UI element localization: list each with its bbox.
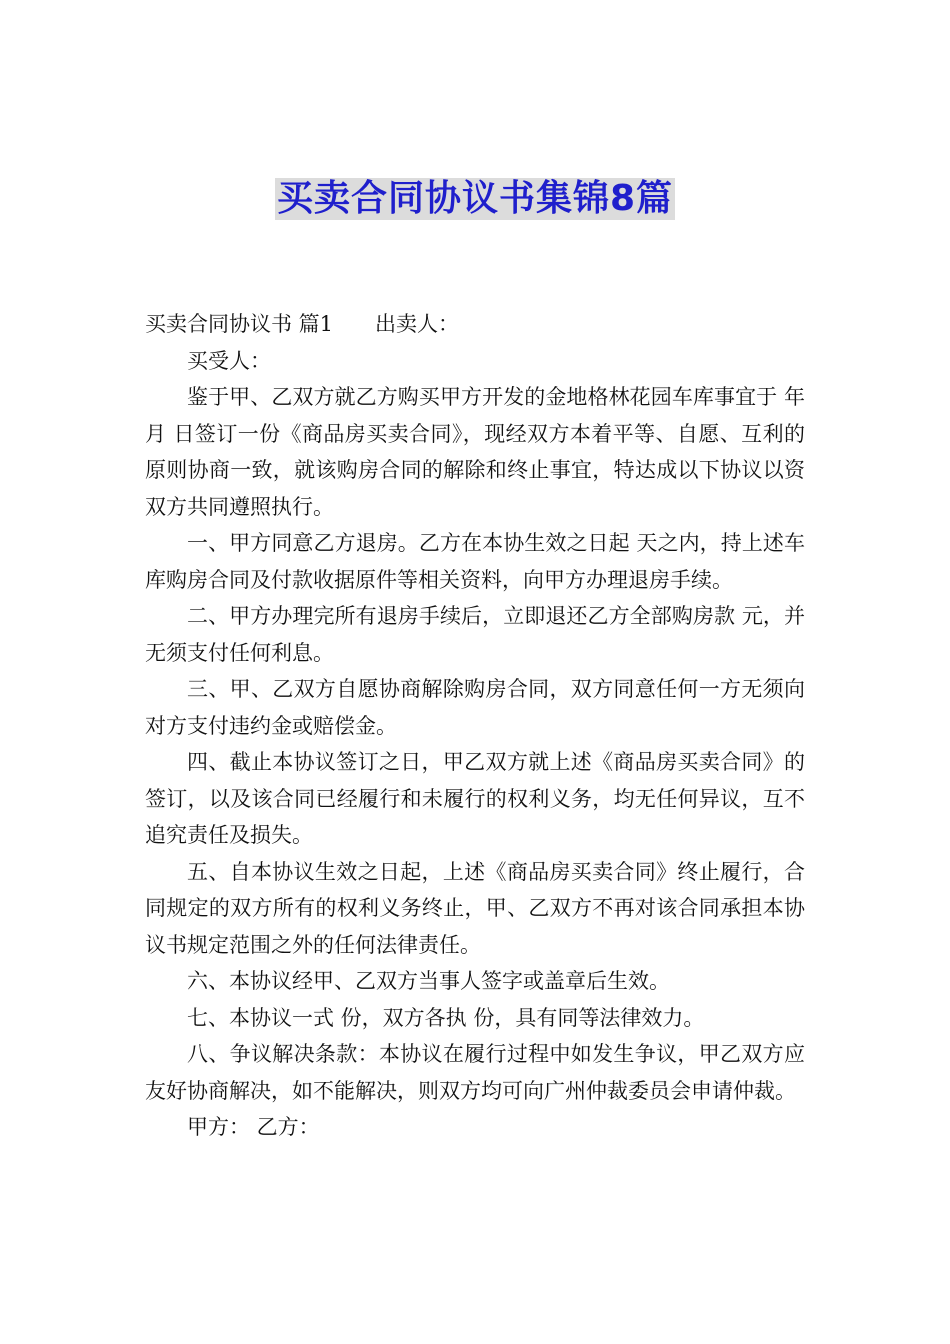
document-body [145,306,805,1146]
title-container [0,178,950,220]
buyer-label: 买受人： [187,348,271,373]
paragraph-clause-1: 一、甲方同意乙方退房。乙方在本协生效之日起 天之内，持上述车库购房合同及付款收据原件等相关资料，向甲方办理退房手续。 [145,531,805,592]
paragraph-clause-7: 七、本协议一式 份，双方各执 份，具有同等法律效力。 [187,1005,705,1030]
section-heading: 买卖合同协议书 篇1 [145,312,334,336]
section-heading-line [145,306,805,343]
paragraph-preamble: 鉴于甲、乙双方就乙方购买甲方开发的金地格林花园车库事宜于 年 月 日签订一份《商品房买卖合同》，现经双方本着平等、自愿、互利的原则协商一致，就该购房合同的解除和终止事宜，特达成以下协议以资双方共同遵照执行。 [145,385,805,519]
paragraph-clause-3: 三、甲、乙双方自愿协商解除购房合同，双方同意任何一方无须向对方支付违约金或赔偿金。 [145,677,805,738]
paragraph-clause-6: 六、本协议经甲、乙双方当事人签字或盖章后生效。 [187,969,670,993]
seller-label: 出卖人： [375,312,460,336]
signature-line: 甲方： 乙方： [187,1115,320,1139]
paragraph-clause-2: 二、甲方办理完所有退房手续后，立即退还乙方全部购房款 元，并无须支付任何利息。 [145,604,805,665]
paragraph-clause-5: 五、自本协议生效之日起，上述《商品房买卖合同》终止履行，合同规定的双方所有的权利义务终止，甲、乙双方不再对该合同承担本协议书规定范围之外的任何法律责任。 [145,859,805,957]
document-title: 买卖合同协议书集锦8篇 [276,178,674,219]
paragraph-clause-8: 八、争议解决条款：本协议在履行过程中如发生争议，甲乙双方应友好协商解决，如不能解决，则双方均可向广州仲裁委员会申请仲裁。 [145,1042,805,1103]
paragraph-clause-4: 四、截止本协议签订之日，甲乙双方就上述《商品房买卖合同》的签订，以及该合同已经履行和未履行的权利义务，均无任何异议，互不追究责任及损失。 [145,750,805,847]
